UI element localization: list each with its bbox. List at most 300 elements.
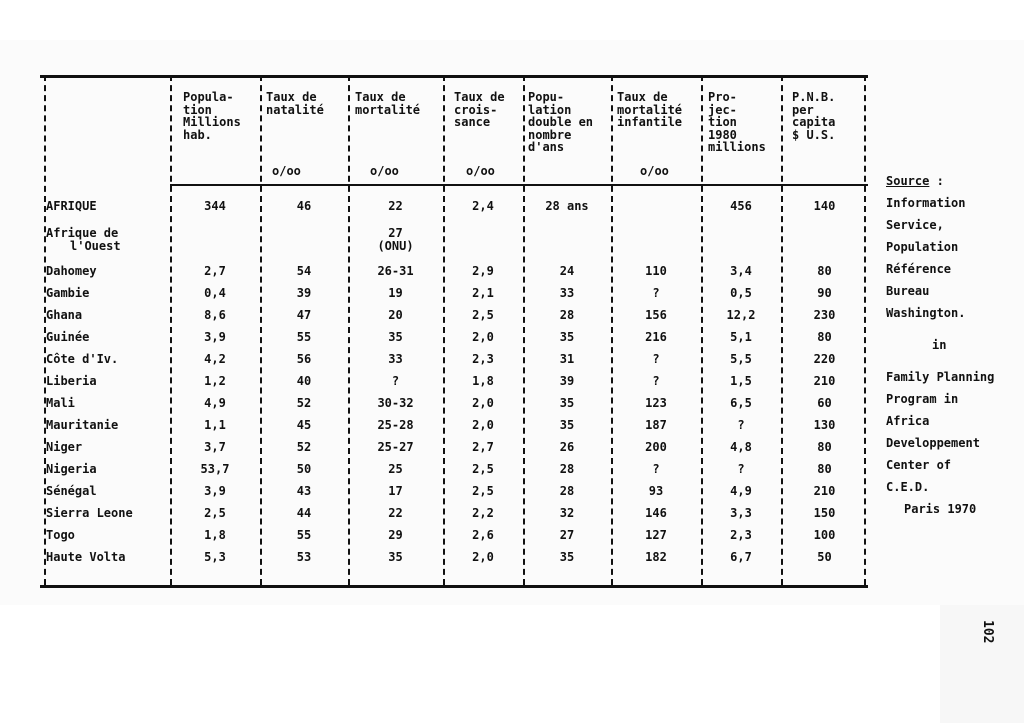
cell-value: 230 — [813, 308, 836, 322]
cell-value: 216 — [645, 330, 667, 344]
table-row — [40, 419, 868, 441]
table-cell — [170, 419, 260, 432]
cell-value: 20 — [388, 308, 403, 322]
cell-note: (ONU) — [377, 239, 414, 253]
source-line: Developpement — [886, 436, 980, 450]
cell-value: 27 — [388, 226, 403, 240]
table-cell — [611, 287, 701, 300]
table-cell — [781, 397, 868, 410]
table-row — [40, 397, 868, 419]
cell-value: 35 — [559, 396, 575, 410]
row-name-line: Dahomey — [46, 264, 97, 278]
table-cell — [781, 463, 868, 476]
source-line: Paris 1970 — [904, 502, 977, 516]
table-cell — [701, 375, 781, 388]
table-cell — [701, 529, 781, 542]
cell-value: 344 — [204, 199, 226, 213]
table-cell — [348, 331, 443, 344]
table-cell — [611, 551, 701, 564]
row-name — [46, 551, 125, 564]
table-cell — [611, 485, 701, 498]
source-line: Washington. — [886, 306, 966, 320]
cell-value: 5,5 — [730, 352, 752, 366]
cell-value: 2,0 — [472, 396, 494, 410]
table-row — [40, 485, 868, 507]
cell-value: 2,0 — [472, 418, 494, 432]
table-cell — [260, 353, 348, 366]
cell-value: 55 — [296, 528, 312, 542]
table-row — [40, 200, 868, 222]
table-cell — [170, 331, 260, 344]
table-row — [40, 441, 868, 463]
cell-value: 25 — [388, 462, 403, 476]
row-name — [46, 529, 75, 542]
table-cell — [443, 397, 523, 410]
row-name — [46, 375, 97, 388]
row-name-line: Liberia — [46, 374, 97, 388]
table-row — [40, 529, 868, 551]
table-cell — [611, 507, 701, 520]
row-name-line: Guinée — [46, 330, 90, 344]
table-row — [40, 331, 868, 353]
row-name-line: Côte d'Iv. — [46, 352, 119, 366]
cell-value: 26-31 — [377, 264, 414, 278]
table-cell — [170, 375, 260, 388]
cell-value: 0,5 — [730, 286, 752, 300]
unit-mortalite: o/oo — [370, 164, 399, 178]
table-cell — [260, 441, 348, 454]
cell-value: 110 — [645, 264, 667, 278]
table-cell — [781, 287, 868, 300]
cell-value: 31 — [559, 352, 575, 366]
cell-value: 3,3 — [730, 506, 752, 520]
cell-value: 28 — [559, 308, 575, 322]
table-cell — [443, 507, 523, 520]
cell-value: 46 — [296, 199, 312, 213]
cell-value: 4,8 — [730, 440, 752, 454]
cell-value: 6,7 — [730, 550, 752, 564]
table-cell — [781, 551, 868, 564]
cell-value: 55 — [296, 330, 312, 344]
table-cell — [701, 485, 781, 498]
cell-value: 35 — [559, 330, 575, 344]
table-cell — [701, 331, 781, 344]
table-cell — [611, 397, 701, 410]
cell-value: ? — [737, 418, 745, 432]
cell-value: 1,2 — [204, 374, 226, 388]
table-cell — [443, 309, 523, 322]
cell-value: 0,4 — [204, 286, 226, 300]
table-cell — [443, 419, 523, 432]
row-name — [46, 419, 118, 432]
table-cell — [781, 529, 868, 542]
cell-value: 56 — [296, 352, 312, 366]
cell-value: 2,1 — [472, 286, 494, 300]
cell-value: 130 — [813, 418, 836, 432]
cell-value: ? — [652, 462, 660, 476]
cell-value: 2,5 — [472, 308, 494, 322]
row-name-line: Sierra Leone — [46, 506, 133, 520]
cell-value: 22 — [388, 506, 403, 520]
cell-value: 12,2 — [726, 308, 756, 322]
table-cell — [523, 353, 611, 366]
table-cell — [781, 441, 868, 454]
row-name-line: Niger — [46, 440, 83, 454]
cell-value: 150 — [813, 506, 836, 520]
table-cell — [260, 287, 348, 300]
table-cell — [443, 463, 523, 476]
table-cell — [348, 441, 443, 454]
row-name-line: Mauritanie — [46, 418, 119, 432]
table-cell — [611, 441, 701, 454]
table-cell — [701, 265, 781, 278]
table-cell — [170, 287, 260, 300]
cell-value: 52 — [296, 396, 312, 410]
cell-value: 4,9 — [730, 484, 752, 498]
table-cell — [348, 507, 443, 520]
source-line: Information — [886, 196, 966, 210]
row-name — [46, 463, 97, 476]
table-cell — [348, 485, 443, 498]
cell-value: 2,5 — [472, 462, 494, 476]
header-pnb: P.N.B. per capita $ U.S. — [792, 90, 836, 142]
table-cell — [170, 529, 260, 542]
table-cell — [443, 529, 523, 542]
cell-value: 80 — [817, 462, 832, 476]
table-cell — [348, 353, 443, 366]
table-cell — [523, 507, 611, 520]
unit-mortalite-infantile: o/oo — [640, 164, 669, 178]
table-cell — [170, 441, 260, 454]
cell-value: 8,6 — [204, 308, 226, 322]
row-name — [46, 227, 121, 253]
table-cell — [348, 309, 443, 322]
cell-value: 53,7 — [200, 462, 230, 476]
table-cell — [781, 375, 868, 388]
cell-value: 210 — [813, 374, 836, 388]
scan-margin-top — [0, 0, 1024, 40]
cell-value: 24 — [559, 264, 575, 278]
cell-value: 1,8 — [472, 374, 494, 388]
cell-value: 32 — [559, 506, 575, 520]
table-cell — [701, 463, 781, 476]
cell-value: 90 — [817, 286, 832, 300]
source-line: Service, — [886, 218, 944, 232]
row-name-line: l'Ouest — [70, 239, 121, 253]
cell-value: 28 — [559, 484, 575, 498]
cell-value: 39 — [296, 286, 312, 300]
cell-value: 1,5 — [730, 374, 752, 388]
source-line: Program in — [886, 392, 959, 406]
table-cell — [523, 529, 611, 542]
table-cell — [260, 331, 348, 344]
cell-value: 50 — [817, 550, 832, 564]
cell-value: 39 — [559, 374, 575, 388]
table-row — [40, 463, 868, 485]
table-row — [40, 353, 868, 375]
table-cell — [260, 507, 348, 520]
table-cell — [260, 463, 348, 476]
cell-value: 80 — [817, 264, 832, 278]
cell-value: 220 — [813, 352, 836, 366]
cell-value: 2,7 — [472, 440, 494, 454]
cell-value: 3,7 — [204, 440, 226, 454]
cell-value: 93 — [648, 484, 664, 498]
source-heading — [886, 170, 1024, 192]
table-cell — [611, 331, 701, 344]
table-cell — [701, 353, 781, 366]
table-cell — [701, 551, 781, 564]
header-population-double: Popu- lation double en nombre d'ans — [528, 90, 594, 154]
table-cell — [781, 507, 868, 520]
cell-value: 80 — [817, 440, 832, 454]
row-name — [46, 265, 97, 278]
source-line: in — [932, 338, 947, 352]
cell-value: 3,4 — [730, 264, 752, 278]
table-cell — [781, 485, 868, 498]
cell-value: 30-32 — [377, 396, 414, 410]
table-bottom-rule — [40, 585, 868, 588]
source-line: Population — [886, 240, 959, 254]
cell-value: 2,9 — [472, 264, 494, 278]
table-cell — [523, 200, 611, 213]
table-cell — [348, 375, 443, 388]
table-cell — [348, 265, 443, 278]
cell-value: 25-27 — [377, 440, 414, 454]
table-cell — [523, 485, 611, 498]
cell-value: ? — [737, 462, 745, 476]
table-cell — [781, 331, 868, 344]
cell-value: 6,5 — [730, 396, 752, 410]
table-cell — [348, 200, 443, 213]
table-cell — [523, 551, 611, 564]
source-lines — [886, 192, 1024, 520]
table-cell — [701, 507, 781, 520]
table-cell — [260, 375, 348, 388]
table-cell — [523, 397, 611, 410]
table-cell — [170, 200, 260, 213]
row-name-line: Sénégal — [46, 484, 97, 498]
cell-value: 29 — [388, 528, 403, 542]
row-name — [46, 309, 82, 322]
table-cell — [781, 200, 868, 213]
table-cell — [611, 463, 701, 476]
table-row — [40, 375, 868, 397]
table-cell — [523, 463, 611, 476]
table-cell — [260, 200, 348, 213]
unit-croissance: o/oo — [466, 164, 495, 178]
table-row — [40, 309, 868, 331]
cell-value: 5,1 — [730, 330, 752, 344]
table-cell — [260, 265, 348, 278]
cell-value: 210 — [813, 484, 836, 498]
cell-value: 33 — [559, 286, 575, 300]
cell-value: 19 — [388, 286, 403, 300]
table-cell — [170, 551, 260, 564]
table-cell — [170, 463, 260, 476]
table-cell — [523, 287, 611, 300]
table-cell — [443, 441, 523, 454]
table-row — [40, 507, 868, 529]
unit-natalite: o/oo — [272, 164, 301, 178]
table-row — [40, 551, 868, 573]
table-cell — [170, 485, 260, 498]
cell-value: 200 — [645, 440, 667, 454]
cell-value: 35 — [388, 330, 403, 344]
source-line: Référence — [886, 262, 952, 276]
cell-value: 35 — [559, 418, 575, 432]
table-cell — [348, 287, 443, 300]
table-cell — [701, 200, 781, 213]
cell-value: 2,5 — [472, 484, 494, 498]
table-cell — [443, 551, 523, 564]
cell-value: 4,2 — [204, 352, 226, 366]
row-name-line: Mali — [46, 396, 75, 410]
table-cell — [611, 529, 701, 542]
table-cell — [701, 419, 781, 432]
table-cell — [260, 485, 348, 498]
table-cell — [348, 463, 443, 476]
cell-value: 44 — [296, 506, 312, 520]
cell-value: 2,5 — [204, 506, 226, 520]
cell-value: 52 — [296, 440, 312, 454]
table-cell — [443, 375, 523, 388]
table-cell — [781, 309, 868, 322]
table-cell — [348, 397, 443, 410]
table-cell — [781, 265, 868, 278]
cell-value: 28 — [559, 462, 575, 476]
table-cell — [701, 441, 781, 454]
scan-margin-bottom — [0, 605, 940, 723]
row-name — [46, 441, 82, 454]
cell-value: ? — [391, 374, 400, 388]
table-cell — [611, 353, 701, 366]
cell-value: 53 — [296, 550, 312, 564]
table-cell — [523, 419, 611, 432]
header-mortalite-infantile: Taux de mortalité infantile — [617, 90, 683, 129]
row-name-line: Afrique de — [46, 226, 119, 240]
cell-value: ? — [652, 352, 660, 366]
table-row — [40, 287, 868, 309]
cell-value: 26 — [559, 440, 575, 454]
table-cell — [611, 265, 701, 278]
cell-value: ? — [652, 374, 660, 388]
header-mortalite: Taux de mortalité — [355, 90, 421, 117]
cell-value: 3,9 — [204, 484, 226, 498]
table-cell — [443, 287, 523, 300]
table-cell — [170, 309, 260, 322]
cell-value: 2,2 — [472, 506, 494, 520]
row-name — [46, 200, 97, 213]
table-cell — [170, 353, 260, 366]
row-name — [46, 485, 97, 498]
row-name — [46, 507, 133, 520]
cell-value: 156 — [645, 308, 667, 322]
cell-value: 100 — [813, 528, 836, 542]
row-name-line: Togo — [46, 528, 75, 542]
cell-value: 43 — [296, 484, 312, 498]
table-cell — [260, 529, 348, 542]
cell-value: 33 — [388, 352, 403, 366]
table-cell — [701, 287, 781, 300]
cell-value: 2,4 — [472, 199, 494, 213]
source-line: Family Planning — [886, 370, 995, 384]
cell-value: 187 — [645, 418, 667, 432]
table-cell — [348, 419, 443, 432]
table-header-rule — [170, 184, 868, 186]
table-cell — [523, 265, 611, 278]
table-cell — [523, 331, 611, 344]
cell-value: 25-28 — [377, 418, 414, 432]
cell-value: 17 — [388, 484, 403, 498]
cell-value: 60 — [817, 396, 832, 410]
table-cell — [701, 397, 781, 410]
header-population: Popula- tion Millions hab. — [183, 90, 241, 142]
cell-value: 54 — [296, 264, 312, 278]
table-cell — [781, 419, 868, 432]
table-cell — [260, 309, 348, 322]
cell-value: ? — [652, 286, 660, 300]
cell-value: 47 — [296, 308, 312, 322]
cell-value: 50 — [296, 462, 312, 476]
cell-value: 182 — [645, 550, 667, 564]
table-cell — [170, 507, 260, 520]
source-title: Source — [886, 174, 930, 188]
row-name-line: Gambie — [46, 286, 90, 300]
table-cell — [523, 309, 611, 322]
cell-value: 35 — [388, 550, 403, 564]
table-cell — [348, 227, 443, 253]
cell-value: 2,0 — [472, 550, 494, 564]
cell-value: 45 — [296, 418, 312, 432]
cell-value: 80 — [817, 330, 832, 344]
cell-value: 2,0 — [472, 330, 494, 344]
row-name-line: Nigeria — [46, 462, 97, 476]
cell-value: 1,1 — [204, 418, 226, 432]
header-natalite: Taux de natalité — [266, 90, 324, 117]
row-name — [46, 287, 89, 300]
cell-value: 28 ans — [545, 199, 589, 213]
page-number: 102 — [980, 620, 995, 644]
cell-value: 456 — [730, 199, 752, 213]
table-cell — [348, 551, 443, 564]
row-name — [46, 331, 89, 344]
table-row — [40, 265, 868, 287]
table-cell — [701, 309, 781, 322]
table-cell — [443, 265, 523, 278]
cell-value: 2,7 — [204, 264, 226, 278]
row-name — [46, 397, 75, 410]
header-croissance: Taux de crois- sance — [454, 90, 505, 129]
table-cell — [260, 397, 348, 410]
cell-value: 1,8 — [204, 528, 226, 542]
table-cell — [348, 529, 443, 542]
cell-value: 4,9 — [204, 396, 226, 410]
cell-value: 35 — [559, 550, 575, 564]
row-name-line: Ghana — [46, 308, 83, 322]
table-row — [40, 226, 868, 253]
table-cell — [611, 309, 701, 322]
table-cell — [443, 331, 523, 344]
source-colon: : — [936, 174, 944, 188]
row-name-line: AFRIQUE — [46, 199, 97, 213]
table-top-rule — [40, 75, 868, 78]
cell-value: 2,3 — [730, 528, 752, 542]
table-cell — [523, 441, 611, 454]
table-cell — [443, 200, 523, 213]
source-line: Center of — [886, 458, 952, 472]
cell-value: 5,3 — [204, 550, 226, 564]
